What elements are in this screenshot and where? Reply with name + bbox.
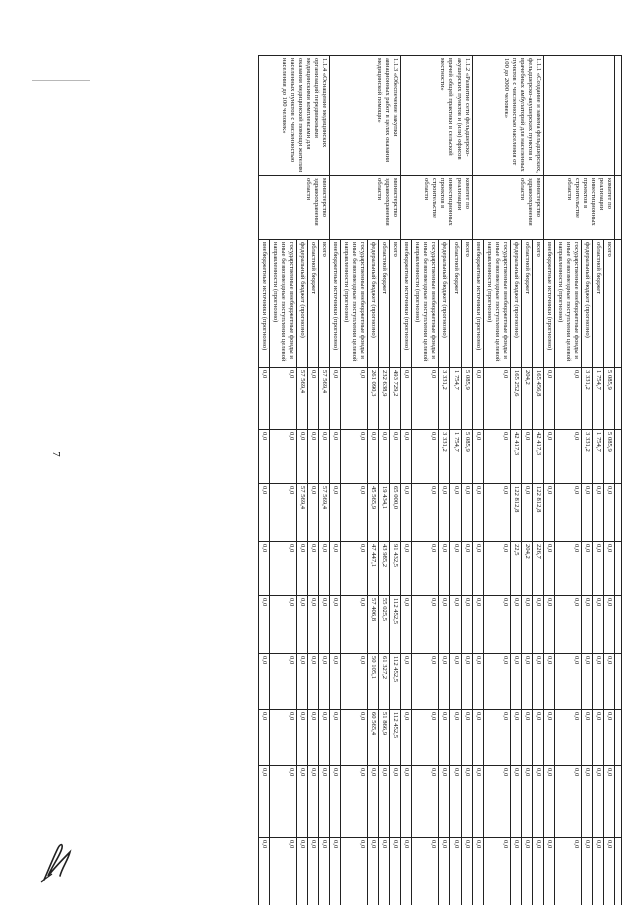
- amount-cell: 0,0: [521, 654, 532, 710]
- amount-cell: 65 000,0: [390, 484, 401, 542]
- executor-cell: комитет по реализации инвестиционных проектов в строительстве области: [401, 176, 472, 240]
- amount-cell: 0,0: [510, 596, 521, 654]
- amount-cell: 0,0: [412, 596, 439, 654]
- amount-cell: 0,0: [472, 596, 483, 654]
- event-name-cell: 1.1.2 «Развитие сети фельдшерско-акушерских пунктов и (или) офисов врачей общей практики в сельской местности»: [401, 56, 472, 176]
- amount-cell: 0,0: [603, 542, 614, 596]
- amount-cell: 1 754,7: [592, 368, 603, 430]
- amount-cell: 0,0: [308, 710, 319, 766]
- amount-cell: 0,0: [297, 596, 308, 654]
- amount-cell: 0,0: [472, 766, 483, 838]
- amount-cell: 3 331,2: [439, 368, 450, 430]
- amount-cell: 0,0: [341, 710, 368, 766]
- amount-cell: 0,0: [341, 596, 368, 654]
- amount-cell: 0,0: [341, 484, 368, 542]
- amount-cell: 57 406,8: [368, 596, 379, 654]
- funding-source-cell: государственные внебюджетные фонды и иные безвозмездные поступления целевой направленности (прогнозно): [341, 240, 368, 368]
- amount-cell: 0,0: [450, 654, 461, 710]
- amount-cell: 0,0: [483, 710, 510, 766]
- table-top-cell: [615, 766, 622, 838]
- amount-cell: 0,0: [450, 542, 461, 596]
- table-top-cell: [615, 710, 622, 766]
- amount-cell: 0,0: [510, 654, 521, 710]
- amount-cell: 55 025,5: [379, 596, 390, 654]
- amount-cell: 5 085,9: [603, 430, 614, 484]
- amount-cell: 0,0: [401, 766, 412, 838]
- amount-cell: 0,0: [554, 430, 581, 484]
- amount-cell: 0,0: [439, 710, 450, 766]
- amount-cell: 0,0: [368, 838, 379, 905]
- amount-cell: 0,0: [379, 838, 390, 905]
- funding-source-cell: государственные внебюджетные фонды и иные безвозмездные поступления целевой направленности (прогнозно): [483, 240, 510, 368]
- amount-cell: 0,0: [401, 838, 412, 905]
- amount-cell: 0,0: [554, 542, 581, 596]
- event-name-cell: 1.1.1 «Создание и замена фельдшерских, фельдшерско-акушерских пунктов и врачебных амбулаторий для населенных пунктов с численностью населения от 100 до 2000 человек»: [472, 56, 543, 176]
- amount-cell: 0,0: [581, 596, 592, 654]
- amount-cell: 1 754,7: [450, 368, 461, 430]
- table-top-cell: [615, 430, 622, 484]
- amount-cell: 0,0: [554, 710, 581, 766]
- amount-cell: 0,0: [543, 484, 554, 542]
- amount-cell: 0,0: [554, 484, 581, 542]
- amount-cell: 226,7: [532, 542, 543, 596]
- amount-cell: 0,0: [592, 838, 603, 905]
- amount-cell: 0,0: [330, 430, 341, 484]
- amount-cell: 0,0: [554, 654, 581, 710]
- amount-cell: 0,0: [461, 484, 472, 542]
- amount-cell: 0,0: [368, 430, 379, 484]
- amount-cell: 0,0: [450, 710, 461, 766]
- amount-cell: 0,0: [269, 430, 296, 484]
- amount-cell: 0,0: [592, 484, 603, 542]
- amount-cell: 0,0: [258, 766, 269, 838]
- amount-cell: 0,0: [319, 838, 330, 905]
- funding-source-cell: внебюджетные источники (прогнозно): [543, 240, 554, 368]
- amount-cell: 0,0: [308, 368, 319, 430]
- funding-source-cell: всего: [532, 240, 543, 368]
- amount-cell: 0,0: [543, 654, 554, 710]
- amount-cell: 0,0: [461, 596, 472, 654]
- amount-cell: 0,0: [401, 596, 412, 654]
- amount-cell: 0,0: [450, 596, 461, 654]
- table-row: [532, 56, 543, 905]
- table-top-cell: [615, 542, 622, 596]
- amount-cell: 0,0: [461, 710, 472, 766]
- amount-cell: 0,0: [269, 542, 296, 596]
- amount-cell: 204,2: [521, 542, 532, 596]
- amount-cell: 0,0: [532, 838, 543, 905]
- table-row: [390, 56, 401, 905]
- amount-cell: 0,0: [581, 654, 592, 710]
- amount-cell: 1 754,7: [592, 430, 603, 484]
- funding-source-cell: государственные внебюджетные фонды и иные безвозмездные поступления целевой направленности (прогнозно): [269, 240, 296, 368]
- amount-cell: 0,0: [472, 368, 483, 430]
- amount-cell: 0,0: [401, 430, 412, 484]
- amount-cell: 122 812,8: [532, 484, 543, 542]
- amount-cell: 0,0: [510, 710, 521, 766]
- rotated-sheet: [107, 55, 622, 905]
- amount-cell: 0,0: [532, 710, 543, 766]
- amount-cell: 232 638,9: [379, 368, 390, 430]
- amount-cell: 0,0: [472, 838, 483, 905]
- amount-cell: 0,0: [450, 766, 461, 838]
- amount-cell: 0,0: [543, 838, 554, 905]
- amount-cell: 0,0: [603, 596, 614, 654]
- amount-cell: 0,0: [258, 368, 269, 430]
- amount-cell: 493 729,2: [390, 368, 401, 430]
- amount-cell: 0,0: [554, 596, 581, 654]
- amount-cell: 5 085,9: [461, 368, 472, 430]
- amount-cell: 0,0: [330, 368, 341, 430]
- amount-cell: 0,0: [308, 596, 319, 654]
- amount-cell: 112 452,5: [390, 710, 401, 766]
- amount-cell: 45 565,9: [368, 484, 379, 542]
- amount-cell: 0,0: [521, 838, 532, 905]
- amount-cell: 0,0: [412, 430, 439, 484]
- amount-cell: 0,0: [472, 542, 483, 596]
- amount-cell: 51 866,9: [379, 710, 390, 766]
- amount-cell: 0,0: [581, 766, 592, 838]
- amount-cell: 0,0: [439, 766, 450, 838]
- rotated-table-area: [107, 55, 622, 905]
- funding-source-cell: федеральный бюджет (прогнозно): [510, 240, 521, 368]
- executor-cell: министерство здравоохранения области: [330, 176, 401, 240]
- amount-cell: 0,0: [543, 766, 554, 838]
- amount-cell: 0,0: [581, 838, 592, 905]
- amount-cell: 0,0: [269, 596, 296, 654]
- amount-cell: 1 754,7: [450, 430, 461, 484]
- amount-cell: 0,0: [439, 596, 450, 654]
- amount-cell: 0,0: [297, 430, 308, 484]
- amount-cell: 0,0: [532, 654, 543, 710]
- amount-cell: 0,0: [319, 654, 330, 710]
- amount-cell: 0,0: [412, 484, 439, 542]
- executor-cell: министерство здравоохранения области: [472, 176, 543, 240]
- amount-cell: 0,0: [554, 766, 581, 838]
- table-row: [319, 56, 330, 905]
- amount-cell: 0,0: [412, 368, 439, 430]
- funding-source-cell: внебюджетные источники (прогнозно): [401, 240, 412, 368]
- amount-cell: 0,0: [483, 368, 510, 430]
- amount-cell: 0,0: [543, 710, 554, 766]
- amount-cell: 0,0: [319, 430, 330, 484]
- amount-cell: 0,0: [412, 766, 439, 838]
- amount-cell: 0,0: [341, 838, 368, 905]
- executor-cell: министерство здравоохранения области: [258, 176, 329, 240]
- funding-source-cell: внебюджетные источники (прогнозно): [330, 240, 341, 368]
- amount-cell: 0,0: [319, 766, 330, 838]
- amount-cell: 0,0: [308, 484, 319, 542]
- amount-cell: 0,0: [319, 596, 330, 654]
- amount-cell: 0,0: [412, 654, 439, 710]
- amount-cell: 0,0: [483, 484, 510, 542]
- funding-source-cell: государственные внебюджетные фонды и иные безвозмездные поступления целевой направленности (прогнозно): [554, 240, 581, 368]
- page-number: 7: [49, 451, 62, 457]
- amount-cell: 0,0: [401, 710, 412, 766]
- amount-cell: 0,0: [258, 654, 269, 710]
- amount-cell: 0,0: [297, 838, 308, 905]
- amount-cell: 0,0: [330, 484, 341, 542]
- amount-cell: 0,0: [483, 430, 510, 484]
- amount-cell: 0,0: [401, 484, 412, 542]
- amount-cell: 0,0: [472, 484, 483, 542]
- table-row: [461, 56, 472, 905]
- amount-cell: 0,0: [308, 654, 319, 710]
- amount-cell: 0,0: [308, 430, 319, 484]
- amount-cell: 0,0: [439, 654, 450, 710]
- amount-cell: 0,0: [510, 838, 521, 905]
- amount-cell: 0,0: [258, 710, 269, 766]
- amount-cell: 57 569,4: [297, 368, 308, 430]
- funding-source-cell: областной бюджет: [521, 240, 532, 368]
- amount-cell: 0,0: [330, 710, 341, 766]
- amount-cell: 0,0: [592, 596, 603, 654]
- funding-source-cell: всего: [603, 240, 614, 368]
- funding-source-cell: всего: [319, 240, 330, 368]
- amount-cell: 0,0: [330, 596, 341, 654]
- amount-cell: 0,0: [521, 484, 532, 542]
- amount-cell: 0,0: [269, 766, 296, 838]
- amount-cell: 22,5: [510, 542, 521, 596]
- amount-cell: 0,0: [450, 484, 461, 542]
- amount-cell: 0,0: [341, 430, 368, 484]
- amount-cell: 0,0: [269, 710, 296, 766]
- amount-cell: 261 090,3: [368, 368, 379, 430]
- funding-source-cell: федеральный бюджет (прогнозно): [297, 240, 308, 368]
- amount-cell: 0,0: [543, 430, 554, 484]
- amount-cell: 0,0: [308, 766, 319, 838]
- amount-cell: 0,0: [258, 430, 269, 484]
- funding-source-cell: всего: [390, 240, 401, 368]
- amount-cell: 0,0: [472, 710, 483, 766]
- amount-cell: 0,0: [483, 542, 510, 596]
- amount-cell: 57 569,4: [319, 368, 330, 430]
- amount-cell: 0,0: [269, 654, 296, 710]
- amount-cell: 0,0: [592, 710, 603, 766]
- amount-cell: 0,0: [401, 542, 412, 596]
- amount-cell: 0,0: [269, 838, 296, 905]
- amount-cell: 0,0: [532, 596, 543, 654]
- funding-source-cell: всего: [461, 240, 472, 368]
- amount-cell: 0,0: [483, 654, 510, 710]
- amount-cell: 57 569,4: [319, 484, 330, 542]
- amount-cell: 43 985,2: [379, 542, 390, 596]
- amount-cell: 0,0: [297, 766, 308, 838]
- amount-cell: 57 569,4: [297, 484, 308, 542]
- amount-cell: 0,0: [269, 368, 296, 430]
- table-top-cell: [615, 56, 622, 176]
- amount-cell: 0,0: [483, 766, 510, 838]
- amount-cell: 0,0: [532, 766, 543, 838]
- table-top-cell: [615, 838, 622, 905]
- amount-cell: 3 331,2: [581, 430, 592, 484]
- funding-source-cell: областной бюджет: [379, 240, 390, 368]
- amount-cell: 0,0: [412, 838, 439, 905]
- amount-cell: 0,0: [554, 838, 581, 905]
- amount-cell: 0,0: [554, 368, 581, 430]
- amount-cell: 0,0: [379, 430, 390, 484]
- event-name-cell: 1.1.3 «Обеспечение закупки авиационных работ в целях оказания медицинской помощи»: [330, 56, 401, 176]
- amount-cell: 0,0: [390, 430, 401, 484]
- amount-cell: 0,0: [412, 710, 439, 766]
- amount-cell: 0,0: [330, 542, 341, 596]
- amount-cell: 0,0: [581, 542, 592, 596]
- amount-cell: 0,0: [461, 838, 472, 905]
- amount-cell: 0,0: [319, 710, 330, 766]
- amount-cell: 0,0: [297, 542, 308, 596]
- amount-cell: 0,0: [341, 368, 368, 430]
- amount-cell: 0,0: [330, 654, 341, 710]
- amount-cell: 165 456,8: [532, 368, 543, 430]
- amount-cell: 0,0: [603, 766, 614, 838]
- table-top-cell: [615, 484, 622, 542]
- budget-table-body: [258, 56, 621, 905]
- amount-cell: 47 447,1: [368, 542, 379, 596]
- amount-cell: 0,0: [461, 766, 472, 838]
- table-top-cell: [615, 176, 622, 240]
- amount-cell: 0,0: [341, 542, 368, 596]
- signature-mark: [38, 836, 78, 886]
- amount-cell: 0,0: [521, 766, 532, 838]
- amount-cell: 0,0: [439, 542, 450, 596]
- funding-source-cell: областной бюджет: [308, 240, 319, 368]
- amount-cell: 0,0: [521, 710, 532, 766]
- amount-cell: 0,0: [412, 542, 439, 596]
- amount-cell: 91 432,5: [390, 542, 401, 596]
- amount-cell: 0,0: [543, 542, 554, 596]
- funding-source-cell: областной бюджет: [592, 240, 603, 368]
- table-top-cell: [615, 596, 622, 654]
- amount-cell: 0,0: [297, 654, 308, 710]
- amount-cell: 3 331,2: [581, 368, 592, 430]
- amount-cell: 50 105,1: [368, 654, 379, 710]
- amount-cell: 0,0: [603, 710, 614, 766]
- funding-source-cell: внебюджетные источники (прогнозно): [258, 240, 269, 368]
- amount-cell: 0,0: [521, 430, 532, 484]
- amount-cell: 0,0: [461, 654, 472, 710]
- amount-cell: 42 417,3: [532, 430, 543, 484]
- amount-cell: 0,0: [472, 654, 483, 710]
- amount-cell: 0,0: [439, 484, 450, 542]
- budget-table: [258, 55, 622, 905]
- amount-cell: 5 085,9: [603, 368, 614, 430]
- amount-cell: 0,0: [379, 766, 390, 838]
- amount-cell: 0,0: [341, 654, 368, 710]
- amount-cell: 0,0: [401, 654, 412, 710]
- amount-cell: 0,0: [368, 766, 379, 838]
- table-top-cell: [615, 240, 622, 368]
- amount-cell: 0,0: [258, 838, 269, 905]
- amount-cell: 122 812,8: [510, 484, 521, 542]
- funding-source-cell: областной бюджет: [450, 240, 461, 368]
- event-name-cell: 1.1.4 «Оснащение медицинских организаций передвижными медицинскими комплексами для оказания медицинской помощи жителям населенных пунктов с численностью населения до 100 человек»: [258, 56, 329, 176]
- amount-cell: 0,0: [603, 484, 614, 542]
- table-top-edge: [615, 56, 622, 905]
- amount-cell: 0,0: [510, 766, 521, 838]
- amount-cell: 60 565,4: [368, 710, 379, 766]
- amount-cell: 42 417,3: [510, 430, 521, 484]
- amount-cell: 0,0: [401, 368, 412, 430]
- amount-cell: 0,0: [330, 838, 341, 905]
- amount-cell: 0,0: [390, 838, 401, 905]
- amount-cell: 0,0: [472, 430, 483, 484]
- amount-cell: 0,0: [341, 766, 368, 838]
- amount-cell: 19 434,1: [379, 484, 390, 542]
- table-row: [603, 56, 614, 905]
- executor-cell: комитет по реализации инвестиционных проектов в строительстве области: [543, 176, 614, 240]
- amount-cell: 0,0: [450, 838, 461, 905]
- event-name-cell: [543, 56, 614, 176]
- amount-cell: 0,0: [592, 542, 603, 596]
- amount-cell: 0,0: [439, 838, 450, 905]
- amount-cell: 0,0: [258, 596, 269, 654]
- funding-source-cell: федеральный бюджет (прогнозно): [581, 240, 592, 368]
- amount-cell: 0,0: [603, 838, 614, 905]
- amount-cell: 0,0: [308, 838, 319, 905]
- amount-cell: 0,0: [269, 484, 296, 542]
- scan-artifact-line: [32, 80, 90, 81]
- amount-cell: 3 331,2: [439, 430, 450, 484]
- amount-cell: 0,0: [543, 596, 554, 654]
- funding-source-cell: федеральный бюджет (прогнозно): [439, 240, 450, 368]
- amount-cell: 0,0: [592, 766, 603, 838]
- amount-cell: 0,0: [308, 542, 319, 596]
- amount-cell: 0,0: [483, 596, 510, 654]
- amount-cell: 0,0: [603, 654, 614, 710]
- funding-source-cell: федеральный бюджет (прогнозно): [368, 240, 379, 368]
- amount-cell: 165 252,6: [510, 368, 521, 430]
- amount-cell: 0,0: [521, 596, 532, 654]
- amount-cell: 0,0: [297, 710, 308, 766]
- table-top-cell: [615, 368, 622, 430]
- table-top-cell: [615, 654, 622, 710]
- amount-cell: 0,0: [483, 838, 510, 905]
- amount-cell: 0,0: [592, 654, 603, 710]
- funding-source-cell: внебюджетные источники (прогнозно): [472, 240, 483, 368]
- amount-cell: 0,0: [461, 542, 472, 596]
- amount-cell: 5 085,9: [461, 430, 472, 484]
- amount-cell: 0,0: [258, 484, 269, 542]
- amount-cell: 0,0: [330, 766, 341, 838]
- amount-cell: 0,0: [581, 710, 592, 766]
- amount-cell: 0,0: [258, 542, 269, 596]
- amount-cell: 204,2: [521, 368, 532, 430]
- amount-cell: 112 452,5: [390, 596, 401, 654]
- amount-cell: 0,0: [581, 484, 592, 542]
- funding-source-cell: государственные внебюджетные фонды и иные безвозмездные поступления целевой направленности (прогнозно): [412, 240, 439, 368]
- amount-cell: 61 327,2: [379, 654, 390, 710]
- amount-cell: 0,0: [390, 766, 401, 838]
- amount-cell: 0,0: [543, 368, 554, 430]
- amount-cell: 0,0: [319, 542, 330, 596]
- amount-cell: 112 452,5: [390, 654, 401, 710]
